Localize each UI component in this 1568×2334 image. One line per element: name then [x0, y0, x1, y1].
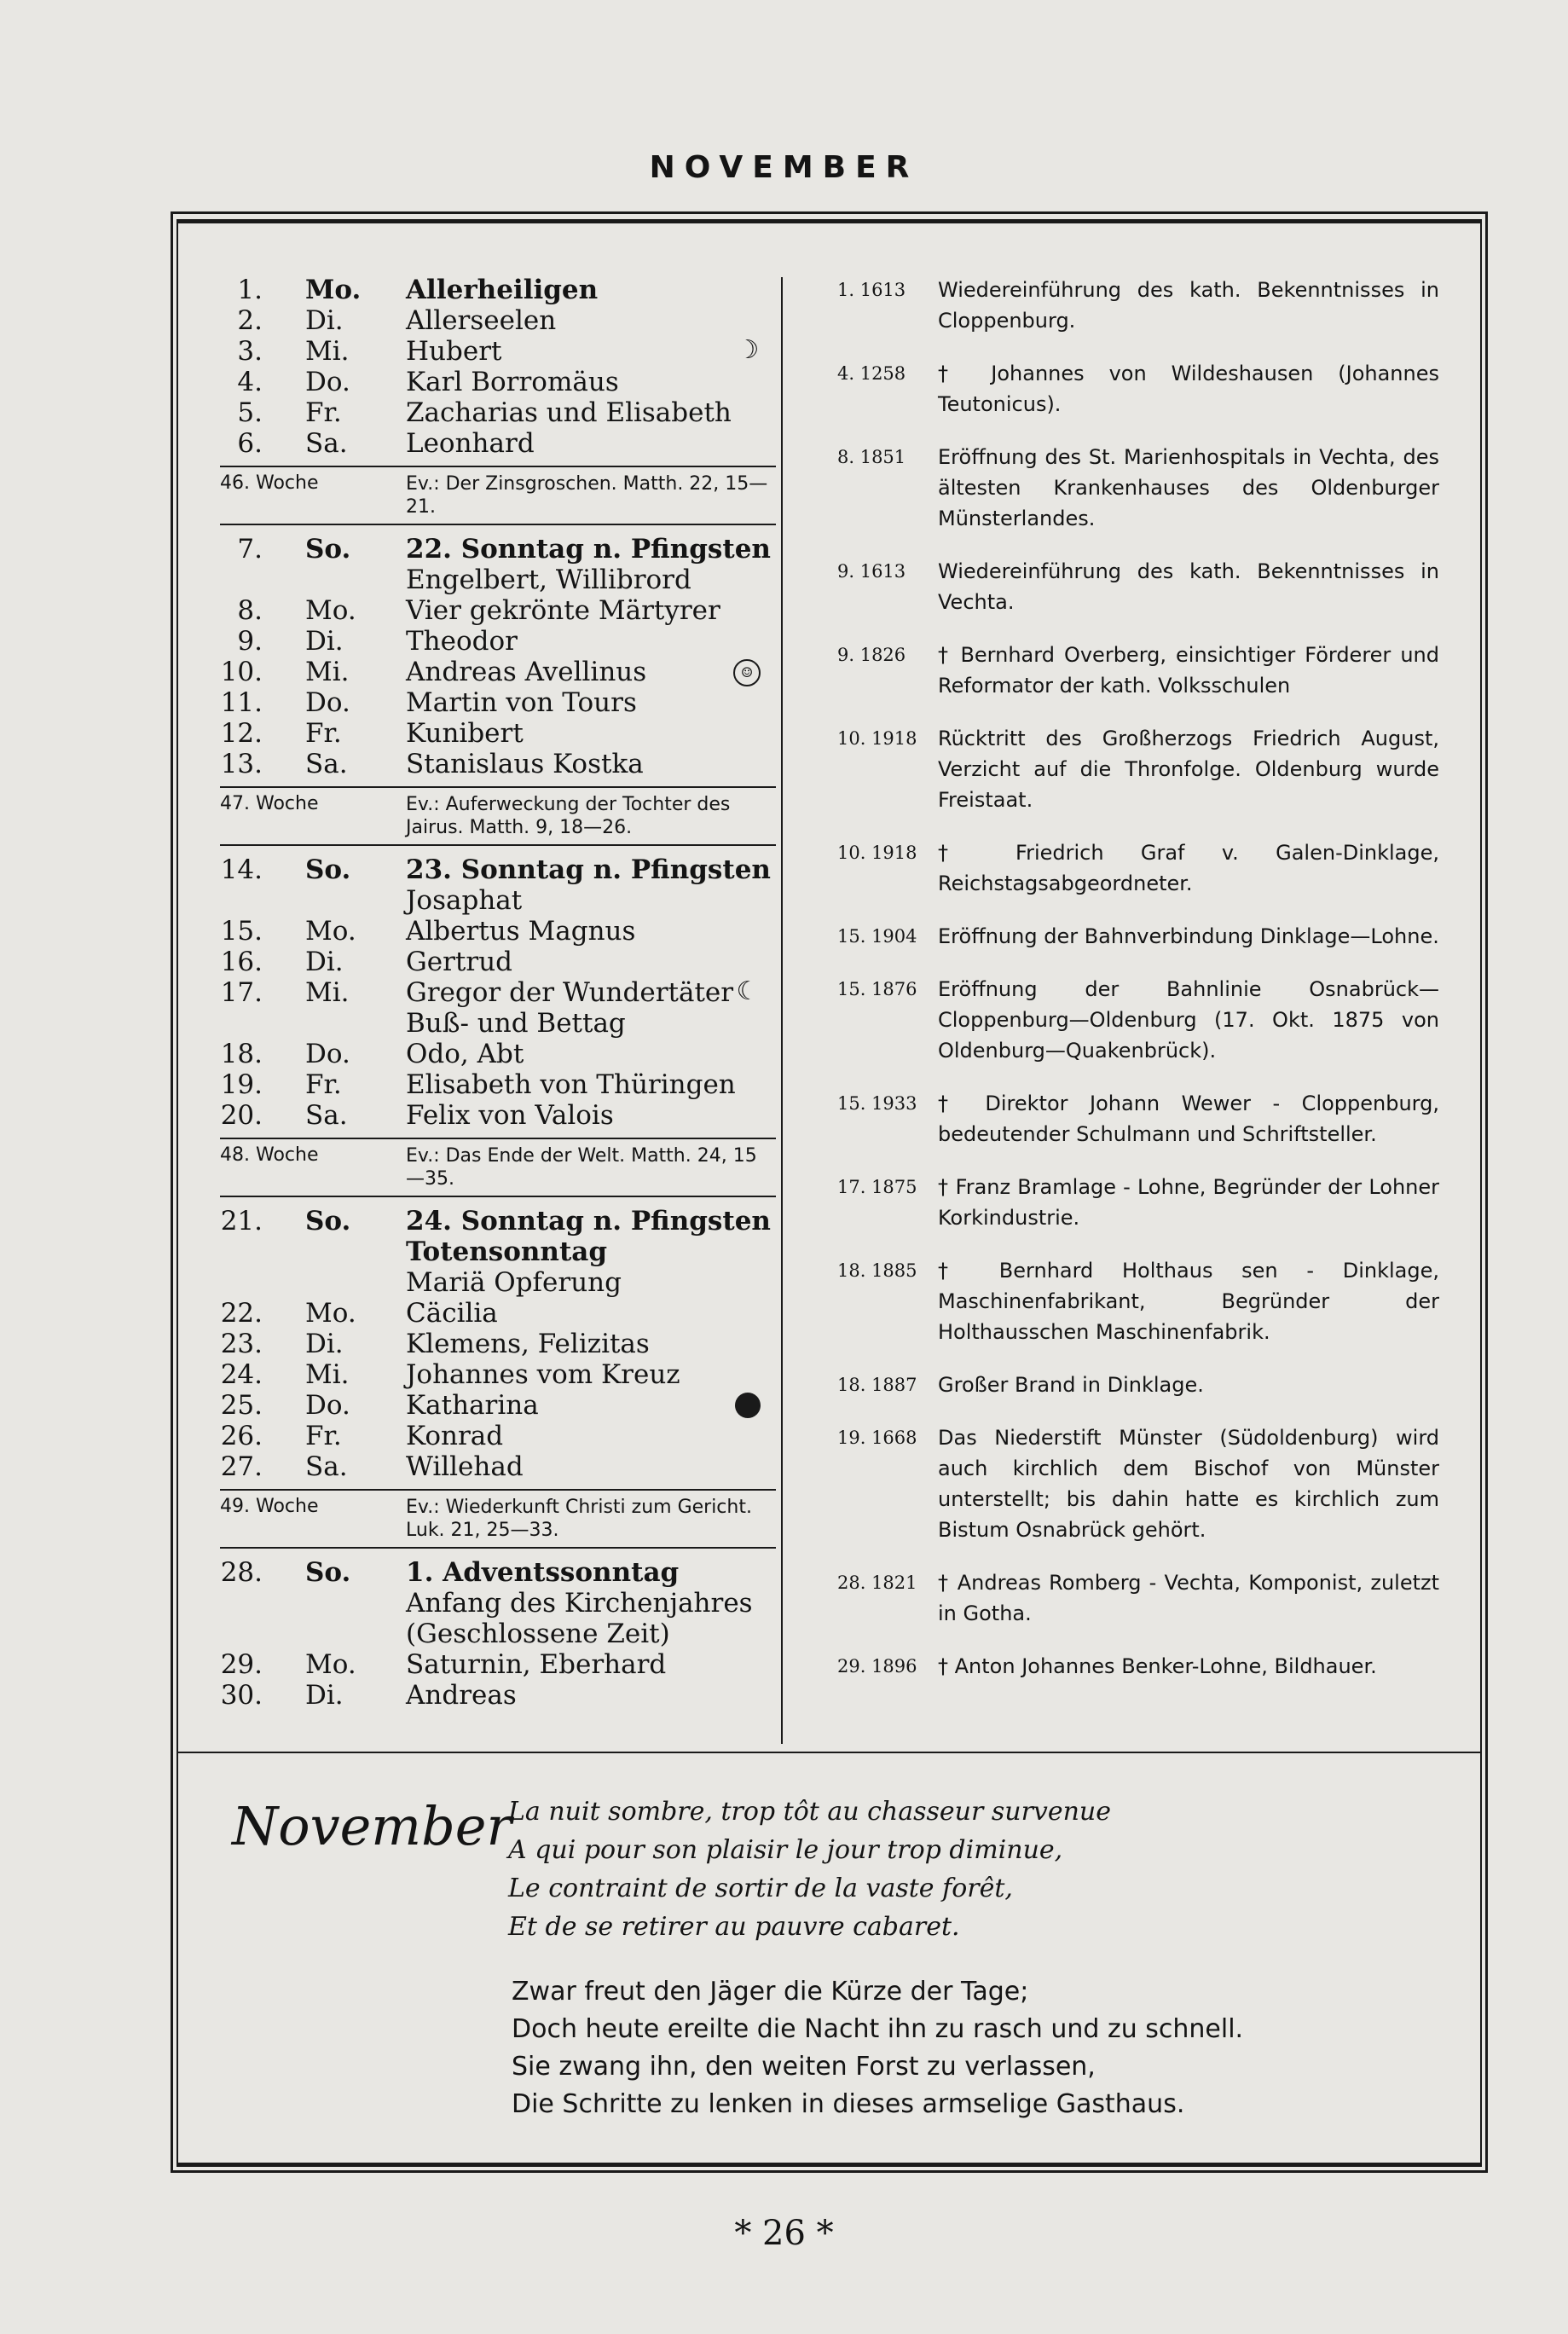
calendar-day-row: [220, 1008, 776, 1039]
calendar-day-row: [220, 916, 776, 947]
event-date: 10. 1918: [837, 728, 917, 749]
event-text: † Andreas Romberg - Vechta, Komponist, zuletzt in Gotha.: [938, 1571, 1439, 1625]
event-date: 4. 1258: [837, 363, 906, 384]
calendar-day-row: [220, 1329, 776, 1359]
day-date: 29.: [220, 1649, 263, 1680]
event-date: 1. 1613: [837, 280, 906, 300]
event-text: Das Niederstift Münster (Südoldenburg) wird auch kirchlich dem Bischof von Münster unterstellt; bis dahin hatte es kirchlich zum Bistum Osnabrück gehört.: [938, 1426, 1439, 1542]
day-name: Klemens, Felizitas: [406, 1329, 650, 1359]
event-text: † Anton Johannes Benker-Lohne, Bildhauer.: [938, 1654, 1377, 1678]
poem-german-line: Sie zwang ihn, den weiten Forst zu verlassen,: [512, 2052, 1096, 2082]
day-weekday: Di.: [305, 626, 344, 657]
history-event: [837, 1370, 1439, 1400]
day-date: 24.: [220, 1359, 263, 1390]
day-weekday: Fr.: [305, 397, 342, 428]
day-date: 4.: [237, 367, 263, 397]
event-date: 18. 1885: [837, 1260, 917, 1281]
day-name: Engelbert, Willibrord: [406, 565, 691, 595]
day-weekday: So.: [305, 534, 351, 565]
day-weekday: Do.: [305, 367, 350, 397]
day-name: Josaphat: [406, 885, 523, 916]
calendar-day-row: [220, 1359, 776, 1390]
week-gospel: Ev.: Wiederkunft Christi zum Gericht. Luk. 21, 25—33.: [406, 1497, 752, 1541]
event-date: 29. 1896: [837, 1656, 917, 1677]
calendar-day-row: [220, 428, 776, 459]
calendar-day-row: [220, 1100, 776, 1131]
day-date: 27.: [220, 1451, 263, 1482]
day-name: Elisabeth von Thüringen: [406, 1069, 736, 1100]
day-name: Willehad: [406, 1451, 524, 1482]
calendar-day-row: [220, 1588, 776, 1619]
week-label: 46. Woche: [220, 472, 319, 494]
day-date: 9.: [237, 626, 263, 657]
calendar-day-row: [220, 275, 776, 305]
week-gospel-box: [220, 1138, 776, 1197]
day-name: Odo, Abt: [406, 1039, 524, 1069]
history-event: [837, 1567, 1439, 1629]
frame-rule-left: [176, 223, 178, 2163]
poem-title: November: [232, 1795, 512, 1857]
calendar-day-row: [220, 977, 776, 1008]
day-name: Totensonntag: [406, 1236, 608, 1267]
calendar-day-row: [220, 336, 776, 367]
day-date: 20.: [220, 1100, 263, 1131]
calendar-day-row: [220, 1236, 776, 1267]
poem-french-line: Et de se retirer au pauvre cabaret.: [508, 1912, 960, 1942]
day-weekday: Do.: [305, 1390, 350, 1421]
day-name: Katharina: [406, 1390, 539, 1421]
first-quarter-moon-icon: ☽: [736, 335, 760, 365]
calendar-day-row: [220, 367, 776, 397]
day-weekday: Mo.: [305, 595, 356, 626]
history-event: [837, 640, 1439, 701]
history-event: [837, 974, 1439, 1066]
day-date: 17.: [220, 977, 263, 1008]
calendar-day-row: [220, 885, 776, 916]
event-text: † Direktor Johann Wewer - Cloppenburg, bedeutender Schulmann und Schriftsteller.: [938, 1092, 1439, 1146]
calendar-day-row: [220, 1069, 776, 1100]
poem-german-line: Doch heute ereilte die Nacht ihn zu rasch und zu schnell.: [512, 2014, 1244, 2044]
day-weekday: Fr.: [305, 1069, 342, 1100]
day-weekday: Sa.: [305, 428, 348, 459]
day-name: Saturnin, Eberhard: [406, 1649, 667, 1680]
poem-french-line: Le contraint de sortir de la vaste forêt,: [508, 1874, 1013, 1903]
event-text: † Johannes von Wildeshausen (Johannes Teutonicus).: [938, 362, 1439, 416]
calendar-day-row: [220, 1680, 776, 1711]
column-divider: [781, 277, 783, 1744]
day-name: 1. Adventssonntag: [406, 1557, 680, 1588]
event-date: 28. 1821: [837, 1572, 917, 1593]
day-date: 15.: [220, 916, 263, 947]
calendar-day-row: [220, 1421, 776, 1451]
day-name: 23. Sonntag n. Pfingsten: [406, 854, 771, 885]
event-text: Großer Brand in Dinklage.: [938, 1373, 1204, 1397]
day-name: Andreas Avellinus: [406, 657, 647, 687]
day-date: 21.: [220, 1206, 263, 1236]
day-name: Stanislaus Kostka: [406, 749, 644, 779]
day-weekday: So.: [305, 1206, 351, 1236]
event-text: Wiedereinführung des kath. Bekenntnisses in Vechta.: [938, 559, 1439, 614]
day-date: 13.: [220, 749, 263, 779]
day-name: Johannes vom Kreuz: [406, 1359, 680, 1390]
calendar-day-row: [220, 305, 776, 336]
day-name: Theodor: [406, 626, 518, 657]
event-text: † Bernhard Holthaus sen - Dinklage, Maschinenfabrikant, Begründer der Holthausschen Maschinenfabrik.: [938, 1259, 1439, 1344]
day-name: Mariä Opferung: [406, 1267, 622, 1298]
history-event: [837, 1255, 1439, 1347]
day-date: 11.: [220, 687, 263, 718]
calendar-day-row: [220, 397, 776, 428]
event-date: 9. 1613: [837, 561, 906, 582]
day-name: Gertrud: [406, 947, 513, 977]
day-name: Felix von Valois: [406, 1100, 614, 1131]
day-name: Martin von Tours: [406, 687, 637, 718]
history-event: [837, 723, 1439, 815]
event-text: † Friedrich Graf v. Galen-Dinklage, Reichstagsabgeordneter.: [938, 841, 1439, 895]
day-weekday: Sa.: [305, 1100, 348, 1131]
poem-german: [512, 1973, 1243, 2123]
day-weekday: Mo.: [305, 916, 356, 947]
event-text: Wiedereinführung des kath. Bekenntnisses in Cloppenburg.: [938, 278, 1439, 333]
new-moon-icon: [735, 1393, 761, 1418]
day-date: 10.: [220, 657, 263, 687]
calendar-day-row: [220, 534, 776, 565]
event-text: Eröffnung der Bahnlinie Osnabrück—Cloppenburg—Oldenburg (17. Okt. 1875 von Oldenburg—Quakenbrück).: [938, 977, 1439, 1063]
event-text: † Bernhard Overberg, einsichtiger Förderer und Reformator der kath. Volksschulen: [938, 643, 1439, 698]
calendar-day-row: [220, 1557, 776, 1588]
frame-rule-top: [176, 219, 1482, 223]
day-date: 2.: [237, 305, 263, 336]
history-event: [837, 1422, 1439, 1545]
event-text: † Franz Bramlage - Lohne, Begründer der Lohner Korkindustrie.: [938, 1175, 1439, 1230]
day-name: Allerseelen: [406, 305, 557, 336]
event-date: 15. 1904: [837, 926, 917, 947]
history-event: [837, 442, 1439, 534]
day-name: Hubert: [406, 336, 502, 367]
day-weekday: Di.: [305, 1329, 344, 1359]
week-gospel: Ev.: Das Ende der Welt. Matth. 24, 15—35.: [406, 1145, 757, 1190]
history-event: [837, 1088, 1439, 1150]
event-text: Eröffnung des St. Marienhospitals in Vechta, des ältesten Krankenhauses des Oldenburger Münsterlandes.: [938, 445, 1439, 530]
week-gospel: Ev.: Der Zinsgroschen. Matth. 22, 15—21.: [406, 473, 768, 518]
page-title: NOVEMBER: [649, 150, 919, 185]
day-name: Andreas: [406, 1680, 517, 1711]
day-date: 6.: [237, 428, 263, 459]
week-label: 48. Woche: [220, 1144, 319, 1166]
history-event: [837, 556, 1439, 617]
poem-german-line: Zwar freut den Jäger die Kürze der Tage;: [512, 1977, 1029, 2007]
calendar-column: [220, 275, 776, 1711]
event-text: Rücktritt des Großherzogs Friedrich August, Verzicht auf die Thronfolge. Oldenburg wurde Freistaat.: [938, 727, 1439, 812]
day-name: Leonhard: [406, 428, 535, 459]
day-weekday: Mi.: [305, 336, 350, 367]
day-name: Buß- und Bettag: [406, 1008, 626, 1039]
day-weekday: Do.: [305, 687, 350, 718]
day-weekday: Mo.: [305, 275, 362, 305]
day-date: 16.: [220, 947, 263, 977]
day-date: 14.: [220, 854, 263, 885]
day-date: 1.: [237, 275, 263, 305]
day-weekday: So.: [305, 854, 351, 885]
event-text: Eröffnung der Bahnverbindung Dinklage—Lohne.: [938, 924, 1439, 948]
day-name: Cäcilia: [406, 1298, 498, 1329]
day-date: 12.: [220, 718, 263, 749]
history-event: [837, 275, 1439, 336]
day-weekday: Mi.: [305, 1359, 350, 1390]
event-date: 19. 1668: [837, 1428, 917, 1448]
week-gospel-box: [220, 786, 776, 846]
calendar-day-row: [220, 657, 776, 687]
day-weekday: Di.: [305, 947, 344, 977]
day-date: 8.: [237, 595, 263, 626]
day-weekday: Mo.: [305, 1649, 356, 1680]
event-date: 10. 1918: [837, 843, 917, 863]
day-weekday: Sa.: [305, 749, 348, 779]
calendar-day-row: [220, 595, 776, 626]
event-date: 18. 1887: [837, 1375, 917, 1395]
day-name: (Geschlossene Zeit): [406, 1619, 670, 1649]
event-date: 17. 1875: [837, 1177, 917, 1197]
calendar-day-row: [220, 1390, 776, 1421]
day-date: 5.: [237, 397, 263, 428]
poem-french: [508, 1792, 1111, 1946]
week-gospel-box: [220, 1489, 776, 1549]
week-gospel-box: [220, 466, 776, 525]
day-name: Gregor der Wundertäter: [406, 977, 734, 1008]
week-label: 49. Woche: [220, 1496, 319, 1517]
day-date: 22.: [220, 1298, 263, 1329]
poem-divider: [176, 1752, 1482, 1753]
event-date: 15. 1933: [837, 1093, 917, 1114]
day-weekday: Sa.: [305, 1451, 348, 1482]
day-weekday: Do.: [305, 1039, 350, 1069]
page-number: * 26 *: [734, 2214, 834, 2253]
event-date: 9. 1826: [837, 645, 906, 665]
day-name: Anfang des Kirchenjahres: [406, 1588, 753, 1619]
calendar-day-row: [220, 947, 776, 977]
day-name: Zacharias und Elisabeth: [406, 397, 732, 428]
day-name: 24. Sonntag n. Pfingsten: [406, 1206, 771, 1236]
week-label: 47. Woche: [220, 793, 319, 814]
day-date: 30.: [220, 1680, 263, 1711]
poem-german-line: Die Schritte zu lenken in dieses armselige Gasthaus.: [512, 2089, 1185, 2119]
history-event: [837, 1651, 1439, 1682]
day-name: Konrad: [406, 1421, 504, 1451]
day-date: 28.: [220, 1557, 263, 1588]
calendar-day-row: [220, 626, 776, 657]
day-weekday: Fr.: [305, 1421, 342, 1451]
poem-french-line: A qui pour son plaisir le jour trop diminue,: [508, 1835, 1063, 1865]
frame-rule-bottom: [176, 2163, 1482, 2167]
day-date: 26.: [220, 1421, 263, 1451]
calendar-day-row: [220, 718, 776, 749]
calendar-day-row: [220, 1451, 776, 1482]
day-date: 7.: [237, 534, 263, 565]
calendar-day-row: [220, 1298, 776, 1329]
calendar-day-row: [220, 565, 776, 595]
week-gospel: Ev.: Auferweckung der Tochter des Jairus. Matth. 9, 18—26.: [406, 794, 731, 838]
frame-rule-right: [1480, 223, 1482, 2163]
last-quarter-moon-icon: ☾: [736, 976, 760, 1006]
full-moon-icon: ☺: [733, 659, 761, 686]
history-event: [837, 1172, 1439, 1233]
history-event: [837, 837, 1439, 899]
calendar-day-row: [220, 1649, 776, 1680]
day-weekday: Di.: [305, 1680, 344, 1711]
history-event: [837, 921, 1439, 952]
day-weekday: Mi.: [305, 977, 350, 1008]
day-date: 23.: [220, 1329, 263, 1359]
day-weekday: So.: [305, 1557, 351, 1588]
calendar-day-row: [220, 1619, 776, 1649]
calendar-day-row: [220, 1267, 776, 1298]
calendar-day-row: [220, 749, 776, 779]
calendar-day-row: [220, 687, 776, 718]
event-date: 15. 1876: [837, 979, 917, 999]
history-event: [837, 358, 1439, 420]
day-name: Allerheiligen: [406, 275, 599, 305]
day-weekday: Fr.: [305, 718, 342, 749]
day-weekday: Mo.: [305, 1298, 356, 1329]
day-name: Albertus Magnus: [406, 916, 636, 947]
day-name: Vier gekrönte Märtyrer: [406, 595, 720, 626]
calendar-day-row: [220, 854, 776, 885]
day-name: Kunibert: [406, 718, 524, 749]
poem-french-line: La nuit sombre, trop tôt au chasseur survenue: [508, 1797, 1112, 1827]
day-weekday: Di.: [305, 305, 344, 336]
day-date: 25.: [220, 1390, 263, 1421]
events-column: [837, 275, 1439, 1704]
day-name: Karl Borromäus: [406, 367, 619, 397]
calendar-day-row: [220, 1206, 776, 1236]
day-weekday: Mi.: [305, 657, 350, 687]
day-date: 3.: [237, 336, 263, 367]
day-date: 18.: [220, 1039, 263, 1069]
day-name: 22. Sonntag n. Pfingsten: [406, 534, 771, 565]
day-date: 19.: [220, 1069, 263, 1100]
calendar-day-row: [220, 1039, 776, 1069]
event-date: 8. 1851: [837, 447, 906, 467]
